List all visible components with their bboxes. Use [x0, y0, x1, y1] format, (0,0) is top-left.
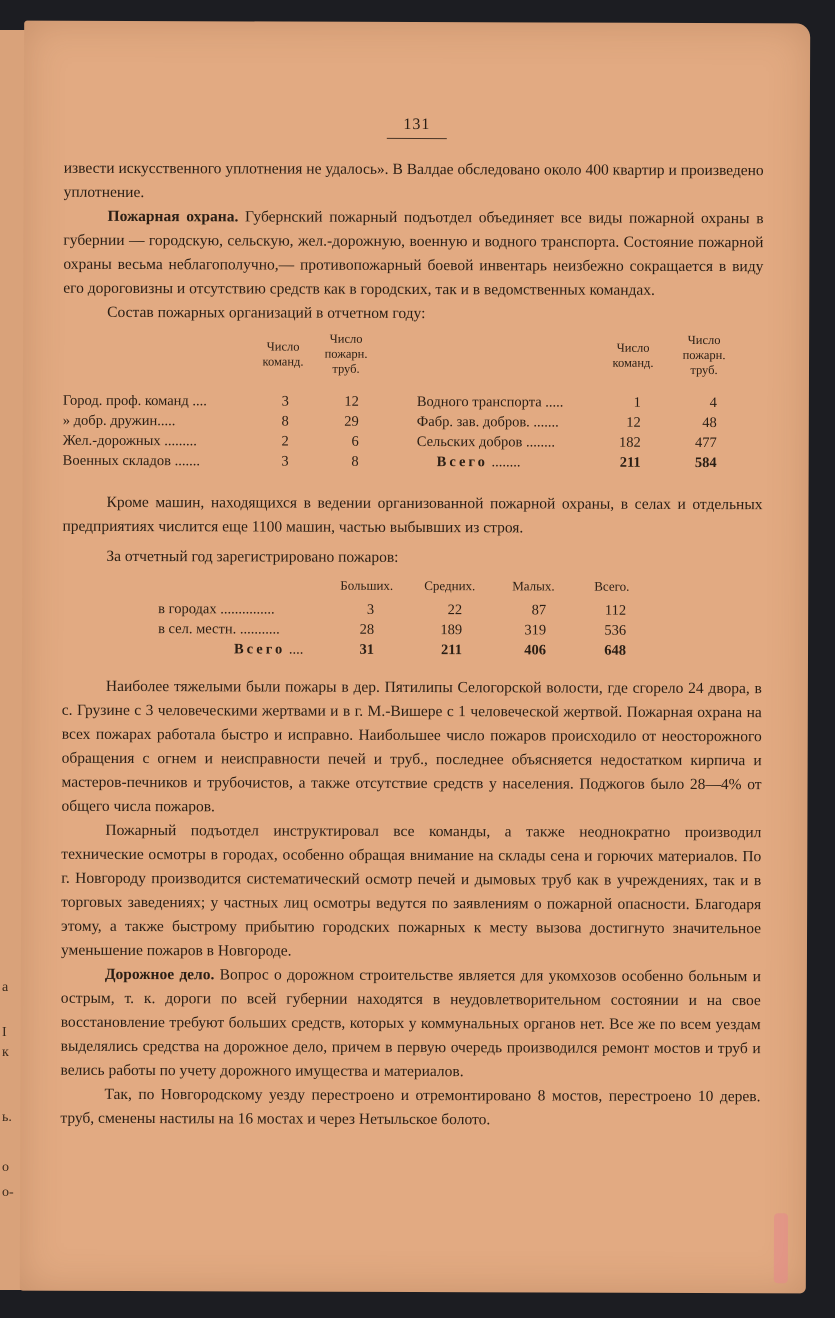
total-label: Всего	[436, 454, 488, 471]
table-cell: 319	[524, 622, 547, 639]
fires-intro: За отчетный год зарегистрировано пожаров:	[106, 547, 399, 566]
table-row-label: Водного транспорта .....	[416, 394, 564, 411]
page-content	[60, 157, 763, 1133]
table-cell-total: 584	[694, 454, 717, 472]
paragraph-inspections: Пожарный подъотдел инструктировал все команды, а также неоднократно производил технические осмотры в городах, особенно обращая внимание на склады сена и горючих материалов. По г. Новгороду производится систематический осмотр печей и дымовых труб как в учреждениях, так и в торговых заведениях; у частных лиц осмотры ведутся по заявлениям о пожарной опасности. Благодаря этому, а также быстрому прибытию городских пожарных к месту вызова достигнуто значительное уменьшение пожаров в Новгороде.	[60, 821, 762, 960]
col-header: Средних.	[424, 578, 476, 594]
left-page-fragment: к	[2, 1045, 9, 1060]
table-cell: 8	[351, 453, 359, 470]
roads-text: Вопрос о дорожном строительстве является для укомхозов особенно больным и острым, т. к. дороги по всей губернии находятся в неудовлетворительном состоянии и на свое восстановление требуют больших средств, которых у коммунальных органов нет. Все же по всем уездам выделялись средства на дорожное дело, причем в первую очередь производился ремонт мостов и труб и велись работы по учету дорожного имущества и материалов.	[60, 966, 761, 1081]
table-cell-total: 31	[359, 641, 375, 658]
table-cell: 1	[633, 394, 641, 411]
table-cell: 2	[281, 433, 289, 450]
total-dots: ....	[288, 641, 304, 658]
left-page-fragment: о	[2, 1160, 9, 1175]
paragraph-roads	[61, 963, 761, 1085]
table-cell: 3	[281, 453, 289, 470]
col-header-commands: Число команд.	[612, 340, 654, 370]
total-label: Всего	[233, 641, 286, 658]
table-cell: 12	[626, 414, 641, 431]
table-cell: 3	[281, 393, 289, 410]
table-cell: 536	[604, 622, 627, 639]
col-header-commands: Число команд.	[262, 339, 304, 369]
table-row-label: Фабр. зав. добров. .......	[416, 414, 559, 431]
document-page	[20, 21, 810, 1294]
table-row-label: в городах ...............	[158, 601, 275, 618]
fires-table	[62, 569, 762, 663]
table-total-row	[234, 637, 303, 661]
table-cell: 182	[618, 434, 641, 451]
page-number-rule	[387, 138, 447, 139]
col-header-pipes: Число пожарн. труб.	[324, 331, 368, 376]
page-stain	[774, 1213, 788, 1283]
table-cell: 112	[604, 602, 627, 619]
paragraph-intro: извести искусственного уплотнения не удалось». В Валдае обследовано около 400 квартир и произведено уплотнение.	[63, 159, 764, 202]
table-cell: 8	[281, 413, 289, 430]
table-row-label: » добр. дружин.....	[62, 412, 176, 430]
col-header: Всего.	[594, 578, 630, 594]
paragraph-machines: Кроме машин, находящихся в ведении организованной пожарной охраны, в селах и отдельных предприятиях числится еще 1100 машин, частью выбывших из строя.	[62, 493, 763, 537]
table-row-label: Военных складов .......	[62, 452, 201, 470]
table-cell: 12	[344, 393, 359, 410]
orgs-table	[63, 325, 764, 477]
table-cell: 477	[694, 434, 717, 452]
paragraph-fire-protection	[63, 205, 763, 303]
section-heading-roads: Дорожное дело.	[104, 965, 215, 984]
table-cell-total: 406	[524, 642, 547, 659]
paragraph-bridges: Так, по Новгородскому уезду перестроено и отремонтировано 8 мостов, перестроено 10 дерев. труб, сменены настилы на 16 мостах и через Нетыльское болото.	[60, 1085, 761, 1129]
left-page-fragment: а	[2, 980, 9, 995]
orgs-intro: Состав пожарных организаций в отчетном году:	[107, 303, 426, 323]
table-cell-total: 211	[441, 642, 463, 659]
table-row-label: в сел. местн. ...........	[158, 621, 280, 638]
table-row-label: Город. проф. команд ....	[62, 392, 207, 410]
table-cell: 48	[702, 415, 717, 432]
table-cell: 4	[709, 395, 717, 412]
table-cell: 29	[344, 413, 359, 430]
table-cell: 3	[366, 601, 375, 618]
table-cell: 87	[531, 602, 547, 619]
table-row-label: Жел.-дорожных .........	[62, 432, 197, 450]
table-cell: 22	[447, 602, 463, 619]
section-heading-fire: Пожарная охрана.	[107, 207, 239, 226]
table-cell-total: 648	[604, 642, 627, 659]
total-dots: ........	[491, 454, 521, 471]
left-page-fragment: о-	[2, 1185, 14, 1200]
table-cell: 28	[359, 621, 375, 638]
table-total-row	[437, 450, 521, 474]
col-header: Малых.	[512, 578, 555, 594]
table-cell: 189	[440, 622, 463, 639]
left-page-fragment: ь.	[2, 1110, 12, 1125]
col-header-pipes: Число пожарн. труб.	[682, 332, 726, 378]
table-cell-total: 211	[619, 454, 641, 471]
fire-protection-text: Губернский пожарный подъотдел объединяет все виды пожарной охраны в губернии — городскую, сельскую, жел.-дорожную, военную и водного транспорта. Состояние пожарной охраны весьма неблагополучно,— противопожарный боевой инвентарь неизбежно сокращается в виду его дороговизны и отсутствию средств как в городских, так и в ведомственных командах.	[63, 208, 764, 299]
table-row-label: Сельских добров ........	[416, 434, 556, 451]
table-cell: 6	[351, 433, 359, 450]
paragraph-heavy-fires: Наиболее тяжелыми были пожары в дер. Пятилипы Селогорской волости, где сгорело 24 двора, в с. Грузине с 3 человеческими жертвами и в г. М.-Вишере с 1 человеческой жертвой. Пожарная охрана на всех пожарах работала быстро и исправно. Наибольшее число пожаров происходило от неосторожного обращения с огнем и неисправности печей и труб., последнее объясняется недостатком кирпича и мастеров-печников и трубочистов, а также отсутствие средств у населения. Поджогов было 28—4% от общего числа пожаров.	[61, 677, 762, 816]
left-page-fragment: І	[2, 1025, 7, 1040]
page-number: 131	[403, 115, 431, 134]
col-header: Больших.	[340, 577, 394, 593]
